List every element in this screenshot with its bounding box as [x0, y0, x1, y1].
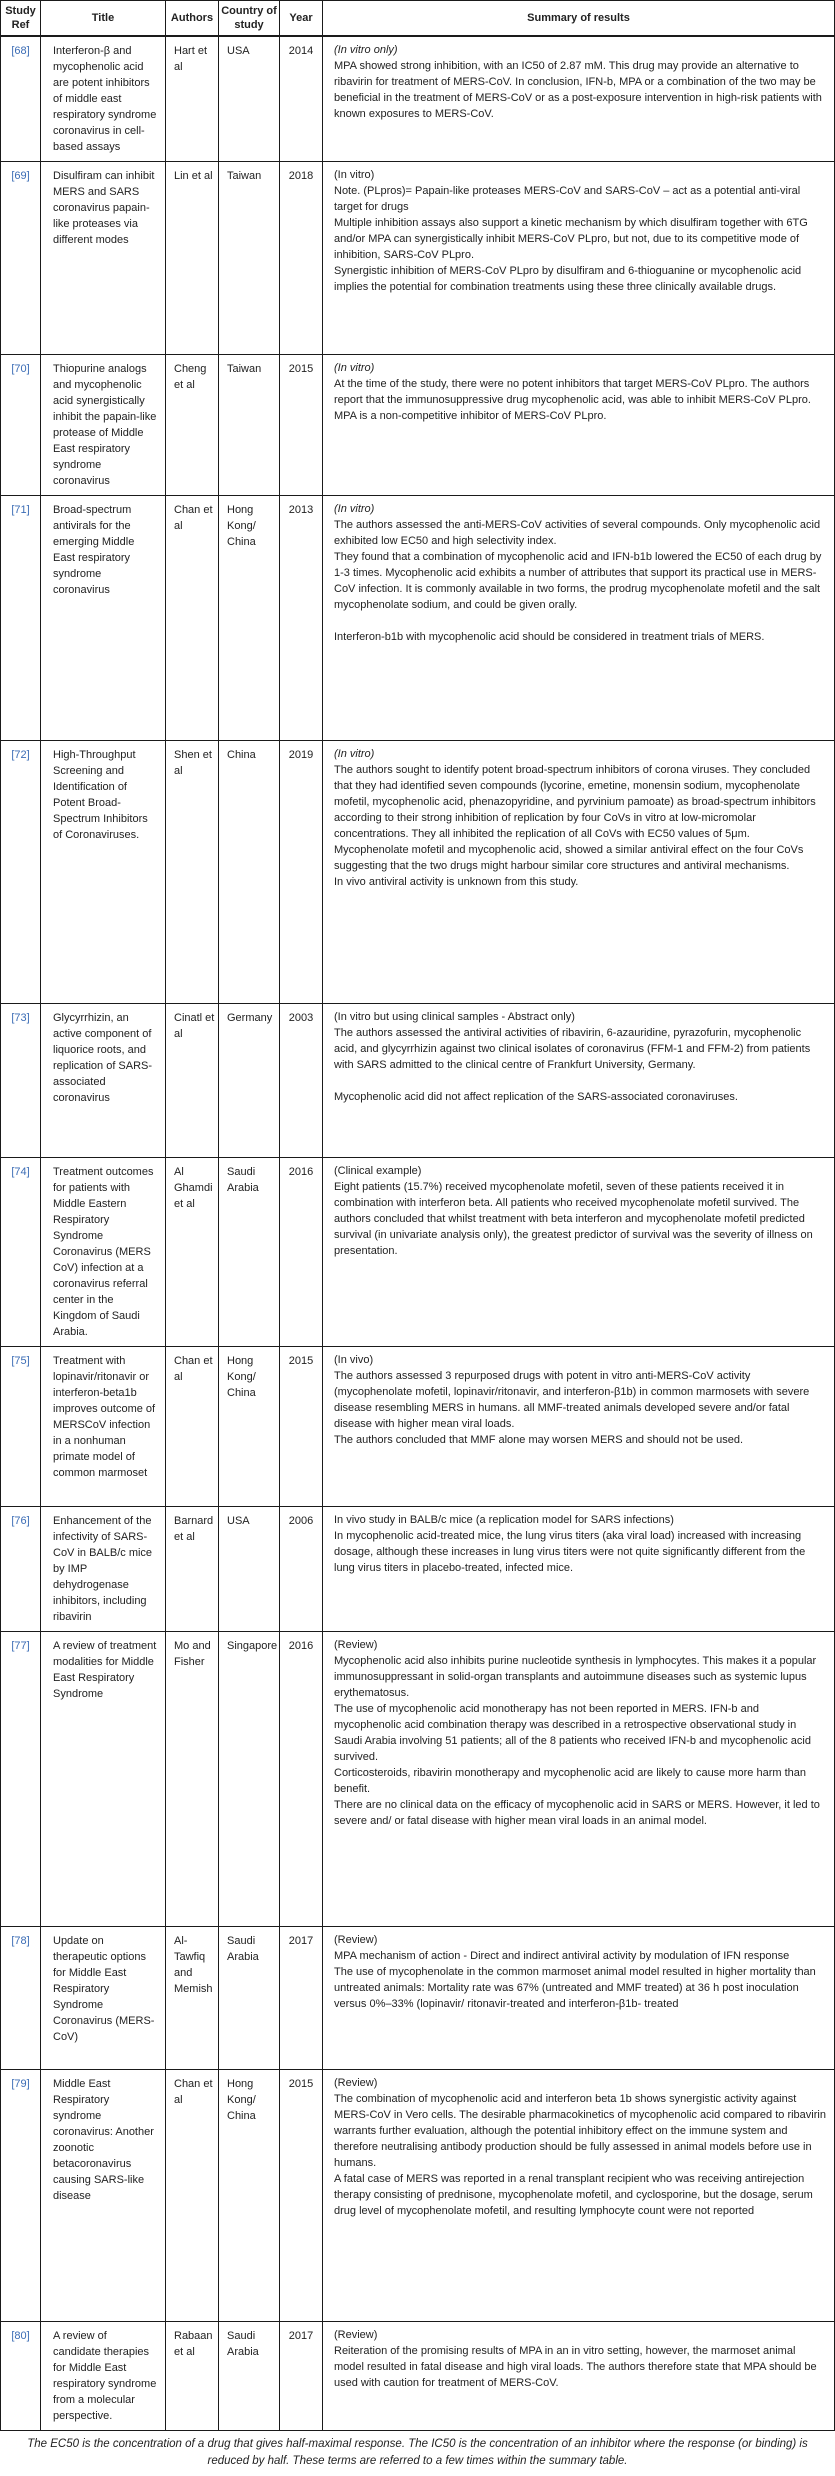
- study-year: 2015: [280, 355, 323, 496]
- summary-paragraph: [334, 613, 826, 629]
- study-authors: Chan et al: [166, 496, 219, 741]
- study-year: 2013: [280, 496, 323, 741]
- study-summary: [323, 2070, 835, 2322]
- study-country: China: [219, 741, 280, 1004]
- summary-paragraph: Note. (PLpros)= Papain-like proteases MERS-CoV and SARS-CoV – act as a potential anti-viral target for drugs: [334, 185, 801, 213]
- study-summary: [323, 1347, 835, 1507]
- summary-paragraph: They found that a combination of mycophenolic acid and IFN-b1b lowered the EC50 of each drug by 1-3 times. Mycophenolic acid exhibits a number of attributes that support its practical use in MERS-CoV infection. It is commonly available in two forms, the prodrug mycophenolate mofetil and the salt mycophenolate sodium, and could be given orally.: [334, 551, 822, 611]
- summary-paragraph: The use of mycophenolic acid monotherapy has not been reported in MERS. IFN-b and mycophenolic acid combination therapy was described in a retrospective observational study in Saudi Arabia involving 51 patients; all of the 8 patients who received IFN-b and mycophenolic acid survived.: [334, 1703, 811, 1763]
- column-header-authors: Authors: [166, 1, 219, 37]
- study-year: 2014: [280, 36, 323, 162]
- study-title: Broad-spectrum antivirals for the emerging Middle East respiratory syndrome coronavirus: [41, 496, 166, 741]
- summary-paragraph: Reiteration of the promising results of MPA in an in vitro setting, however, the marmoset animal model resulted in fatal disease and high viral loads. The authors therefore state that MPA should be used with caution for treatment of MERS-CoV.: [334, 2345, 817, 2389]
- study-summary: [323, 2322, 835, 2431]
- summary-paragraph: The combination of mycophenolic acid and interferon beta 1b shows synergistic activity against MERS-CoV in Vero cells. The desirable pharmacokinetics of mycophenolic acid compared to ribavirin warrants further evaluation, although the potential inhibitory effect on the immune system and therefore neutralising antibody production should be fully assessed in animal models before use in humans.: [334, 2093, 826, 2169]
- study-ref-link[interactable]: [68]: [1, 36, 41, 162]
- table-row: [1, 162, 835, 355]
- study-ref-link[interactable]: [71]: [1, 496, 41, 741]
- study-summary: [323, 1004, 835, 1158]
- summary-paragraph: Mycophenolic acid also inhibits purine nucleotide synthesis in lymphocytes. This makes it a popular immunosuppressant in solid-organ transplants and autoimmune diseases such as systemic lupus erythematosus.: [334, 1655, 817, 1699]
- study-year: 2015: [280, 2070, 323, 2322]
- study-year: 2019: [280, 741, 323, 1004]
- study-summary: [323, 1158, 835, 1347]
- study-authors: Hart et al: [166, 36, 219, 162]
- summary-paragraph: At the time of the study, there were no potent inhibitors that target MERS-CoV PLpro. The authors report that the immunosuppressive drug mycophenolic acid, was able to inhibit MERS-CoV PLpro.: [334, 378, 811, 406]
- study-country: USA: [219, 1507, 280, 1632]
- study-ref-link[interactable]: [77]: [1, 1632, 41, 1927]
- study-ref-link[interactable]: [76]: [1, 1507, 41, 1632]
- summary-paragraph: (In vivo): [334, 1354, 374, 1366]
- summary-paragraph: [334, 1073, 826, 1089]
- study-title: High-Throughput Screening and Identification of Potent Broad-Spectrum Inhibitors of Coronaviruses.: [41, 741, 166, 1004]
- summary-paragraph: The authors assessed 3 repurposed drugs with potent in vitro anti-MERS-CoV activity (mycophenolate mofetil, lopinavir/ritonavir, and interferon-β1b) in common marmosets with severe disease resembling MERS in humans. all MMF-treated animals developed severe and/or fatal disease with higher mean viral loads.: [334, 1370, 810, 1430]
- study-country: Germany: [219, 1004, 280, 1158]
- study-summary: [323, 162, 835, 355]
- summary-paragraph: The authors assessed the anti-MERS-CoV activities of several compounds. Only mycophenolic acid exhibited low EC50 and high selectivity index.: [334, 519, 821, 547]
- table-row: [1, 741, 835, 1004]
- summary-paragraph: (In vitro): [334, 748, 375, 760]
- study-ref-link[interactable]: [74]: [1, 1158, 41, 1347]
- summary-paragraph: The authors assessed the antiviral activities of ribavirin, 6-azauridine, pyrazofurin, mycophenolic acid, and glycyrrhizin against two clinical isolates of coronavirus (FFM-1 and FFM-2) from patients with SARS admitted to the clinical centre of Frankfurt University, Germany.: [334, 1027, 811, 1071]
- study-title: Glycyrrhizin, an active component of liquorice roots, and replication of SARS-associated coronavirus: [41, 1004, 166, 1158]
- summary-paragraph: There are no clinical data on the efficacy of mycophenolic acid in SARS or MERS. However, it led to severe and/ or fatal disease with higher mean viral loads in an animal model.: [334, 1799, 820, 1827]
- summary-paragraph: Corticosteroids, ribavirin monotherapy and mycophenolic acid are likely to cause more harm than benefit.: [334, 1767, 807, 1795]
- study-year: 2003: [280, 1004, 323, 1158]
- study-authors: Cinatl et al: [166, 1004, 219, 1158]
- table-row: [1, 2322, 835, 2431]
- study-summary: [323, 36, 835, 162]
- table-row: [1, 1158, 835, 1347]
- study-ref-link[interactable]: [79]: [1, 2070, 41, 2322]
- study-country: Taiwan: [219, 355, 280, 496]
- table-row: [1, 1507, 835, 1632]
- table-row: [1, 1347, 835, 1507]
- study-ref-link[interactable]: [75]: [1, 1347, 41, 1507]
- study-year: 2015: [280, 1347, 323, 1507]
- study-country: Taiwan: [219, 162, 280, 355]
- study-authors: Rabaan et al: [166, 2322, 219, 2431]
- study-country: USA: [219, 36, 280, 162]
- summary-paragraph: MPA is a non-competitive inhibitor of MERS-CoV PLpro.: [334, 410, 607, 422]
- summary-paragraph: (In vitro): [334, 503, 375, 515]
- study-authors: Al Ghamdi et al: [166, 1158, 219, 1347]
- column-header-study-ref: Study Ref: [1, 1, 41, 37]
- summary-paragraph: Eight patients (15.7%) received mycophenolate mofetil, seven of these patients received it in combination with interferon beta. All patients who received mycophenolate mofetil survived. The authors concluded that whilst treatment with beta interferon and mycophenolate mofetil predicted survival (in univariate analysis only), the greatest predictor of survival was the severity of illness on presentation.: [334, 1181, 813, 1257]
- study-year: 2006: [280, 1507, 323, 1632]
- study-authors: Cheng et al: [166, 355, 219, 496]
- study-summary: [323, 741, 835, 1004]
- table-row: [1, 1927, 835, 2070]
- header-row: [1, 1, 835, 37]
- summary-paragraph: (Review): [334, 2077, 378, 2089]
- table-row: [1, 496, 835, 741]
- summary-paragraph: In mycophenolic acid-treated mice, the lung virus titers (aka viral load) increased with increasing dosage, although these increases in lung virus titers were not quite significantly different from the lung virus titers in placebo-treated, infected mice.: [334, 1530, 806, 1574]
- column-header-title: Title: [41, 1, 166, 37]
- summary-paragraph: Multiple inhibition assays also support a kinetic mechanism by which disulfiram together with 6TG and/or MPA can synergistically inhibit MERS-CoV PLpro, but not, due to its competitive mode of inhibition, SARS-CoV PLpro.: [334, 217, 808, 261]
- study-ref-link[interactable]: [69]: [1, 162, 41, 355]
- study-title: Treatment with lopinavir/ritonavir or interferon-beta1b improves outcome of MERSCoV infection in a nonhuman primate model of common marmoset: [41, 1347, 166, 1507]
- study-ref-link[interactable]: [72]: [1, 741, 41, 1004]
- summary-paragraph: Synergistic inhibition of MERS-CoV PLpro by disulfiram and 6-thioguanine or mycophenolic acid implies the potential for combination treatments using these three clinically available drugs.: [334, 265, 802, 293]
- study-ref-link[interactable]: [70]: [1, 355, 41, 496]
- study-authors: Barnard et al: [166, 1507, 219, 1632]
- study-country: Hong Kong/ China: [219, 496, 280, 741]
- study-country: Saudi Arabia: [219, 2322, 280, 2431]
- study-title: A review of candidate therapies for Middle East respiratory syndrome from a molecular perspective.: [41, 2322, 166, 2431]
- study-title: Treatment outcomes for patients with Middle Eastern Respiratory Syndrome Coronavirus (MERS CoV) infection at a coronavirus referral center in the Kingdom of Saudi Arabia.: [41, 1158, 166, 1347]
- table-header: [1, 1, 835, 37]
- summary-paragraph: In vivo study in BALB/c mice (a replication model for SARS infections): [334, 1514, 674, 1526]
- study-country: Saudi Arabia: [219, 1158, 280, 1347]
- summary-paragraph: (Clinical example): [334, 1165, 422, 1177]
- study-authors: Al-Tawfiq and Memish: [166, 1927, 219, 2070]
- summary-paragraph: Mycophenolic acid did not affect replication of the SARS-associated coronaviruses.: [334, 1091, 738, 1103]
- study-title: Thiopurine analogs and mycophenolic acid synergistically inhibit the papain-like protease of Middle East respiratory syndrome coronavirus: [41, 355, 166, 496]
- summary-paragraph: (Review): [334, 2329, 378, 2341]
- study-ref-link[interactable]: [78]: [1, 1927, 41, 2070]
- study-authors: Mo and Fisher: [166, 1632, 219, 1927]
- study-authors: Shen et al: [166, 741, 219, 1004]
- study-authors: Lin et al: [166, 162, 219, 355]
- study-title: Interferon-β and mycophenolic acid are potent inhibitors of middle east respiratory syndrome coronavirus in cell-based assays: [41, 36, 166, 162]
- column-header-year: Year: [280, 1, 323, 37]
- study-title: A review of treatment modalities for Middle East Respiratory Syndrome: [41, 1632, 166, 1927]
- study-country: Hong Kong/ China: [219, 1347, 280, 1507]
- column-header-country: Country of study: [219, 1, 280, 37]
- study-ref-link[interactable]: [80]: [1, 2322, 41, 2431]
- study-title: Update on therapeutic options for Middle East Respiratory Syndrome Coronavirus (MERS-CoV): [41, 1927, 166, 2070]
- summary-paragraph: Mycophenolate mofetil and mycophenolic acid, showed a similar antiviral effect on the four CoVs suggesting that the two drugs might harbour similar core structures and antiviral mechanisms.: [334, 844, 804, 872]
- summary-paragraph: (In vitro): [334, 169, 375, 181]
- table-row: [1, 1004, 835, 1158]
- summary-paragraph: MPA showed strong inhibition, with an IC50 of 2.87 mM. This drug may provide an alternative to ribavirin for treatment of MERS-CoV. In conclusion, IFN-b, MPA or a combination of the two may be beneficial in the treatment of MERS-CoV or as a post-exposure intervention in high-risk patients with known exposures to MERS-CoV.: [334, 60, 822, 120]
- study-country: Singapore: [219, 1632, 280, 1927]
- study-summary: [323, 1927, 835, 2070]
- summary-paragraph: (In vitro): [334, 362, 375, 374]
- summary-paragraph: (Review): [334, 1934, 378, 1946]
- summary-paragraph: The authors sought to identify potent broad-spectrum inhibitors of corona viruses. They concluded that they had identified seven compounds (lycorine, emetine, monensin sodium, mycophenolate mofetil, mycophenolic acid, phenazopyridine, and pyrvinium pamoate) as broad-spectrum inhibitors according to their strong inhibition of replication by four CoVs in vitro at low-micromolar concentrations. They all inhibited the replication of all CoVs with EC50 values of 5μm.: [334, 764, 816, 840]
- summary-paragraph: (In vitro only): [334, 44, 398, 56]
- table-row: [1, 36, 835, 162]
- study-title: Middle East Respiratory syndrome coronavirus: Another zoonotic betacoronavirus causing SARS-like disease: [41, 2070, 166, 2322]
- study-authors: Chan et al: [166, 1347, 219, 1507]
- table-footnote: The EC50 is the concentration of a drug that gives half-maximal response. The IC50 is the concentration of an inhibitor where the response (or binding) is reduced by half. These terms are referred to a few times within the summary table.: [27, 2438, 808, 2467]
- study-year: 2018: [280, 162, 323, 355]
- study-year: 2016: [280, 1158, 323, 1347]
- study-country: Saudi Arabia: [219, 1927, 280, 2070]
- summary-paragraph: Interferon-b1b with mycophenolic acid should be considered in treatment trials of MERS.: [334, 631, 765, 643]
- study-country: Hong Kong/ China: [219, 2070, 280, 2322]
- column-header-summary: Summary of results: [323, 1, 835, 37]
- study-ref-link[interactable]: [73]: [1, 1004, 41, 1158]
- summary-paragraph: (In vitro but using clinical samples - Abstract only): [334, 1011, 575, 1023]
- summary-paragraph: (Review): [334, 1639, 378, 1651]
- study-title: Disulfiram can inhibit MERS and SARS coronavirus papain-like proteases via different modes: [41, 162, 166, 355]
- table-row: [1, 355, 835, 496]
- study-title: Enhancement of the infectivity of SARS-CoV in BALB/c mice by IMP dehydrogenase inhibitors, including ribavirin: [41, 1507, 166, 1632]
- table-body: [1, 36, 835, 2431]
- study-summary: [323, 355, 835, 496]
- summary-paragraph: MPA mechanism of action - Direct and indirect antiviral activity by modulation of IFN response: [334, 1950, 790, 1962]
- study-summary: [323, 496, 835, 741]
- study-summary: [323, 1632, 835, 1927]
- study-year: 2017: [280, 1927, 323, 2070]
- study-year: 2017: [280, 2322, 323, 2431]
- study-summary: [323, 1507, 835, 1632]
- table-row: [1, 1632, 835, 1927]
- summary-paragraph: A fatal case of MERS was reported in a renal transplant recipient who was receiving antirejection therapy consisting of prednisone, mycophenolate mofetil, and cyclosporine, but the dosage, serum drug level of mycophenolate mofetil, and resulting lymphocyte count were not reported: [334, 2173, 813, 2217]
- table-row: [1, 2070, 835, 2322]
- study-authors: Chan et al: [166, 2070, 219, 2322]
- study-year: 2016: [280, 1632, 323, 1927]
- summary-paragraph: In vivo antiviral activity is unknown from this study.: [334, 876, 579, 888]
- summary-paragraph: The authors concluded that MMF alone may worsen MERS and should not be used.: [334, 1434, 744, 1446]
- summary-paragraph: The use of mycophenolate in the common marmoset animal model resulted in higher mortality than untreated animals: Mortality rate was 67% (untreated and MMF treated) at 36 h post inoculation versus 0%–33% (lopinavir/ ritonavir-treated and interferon-β1b- treated: [334, 1966, 816, 2010]
